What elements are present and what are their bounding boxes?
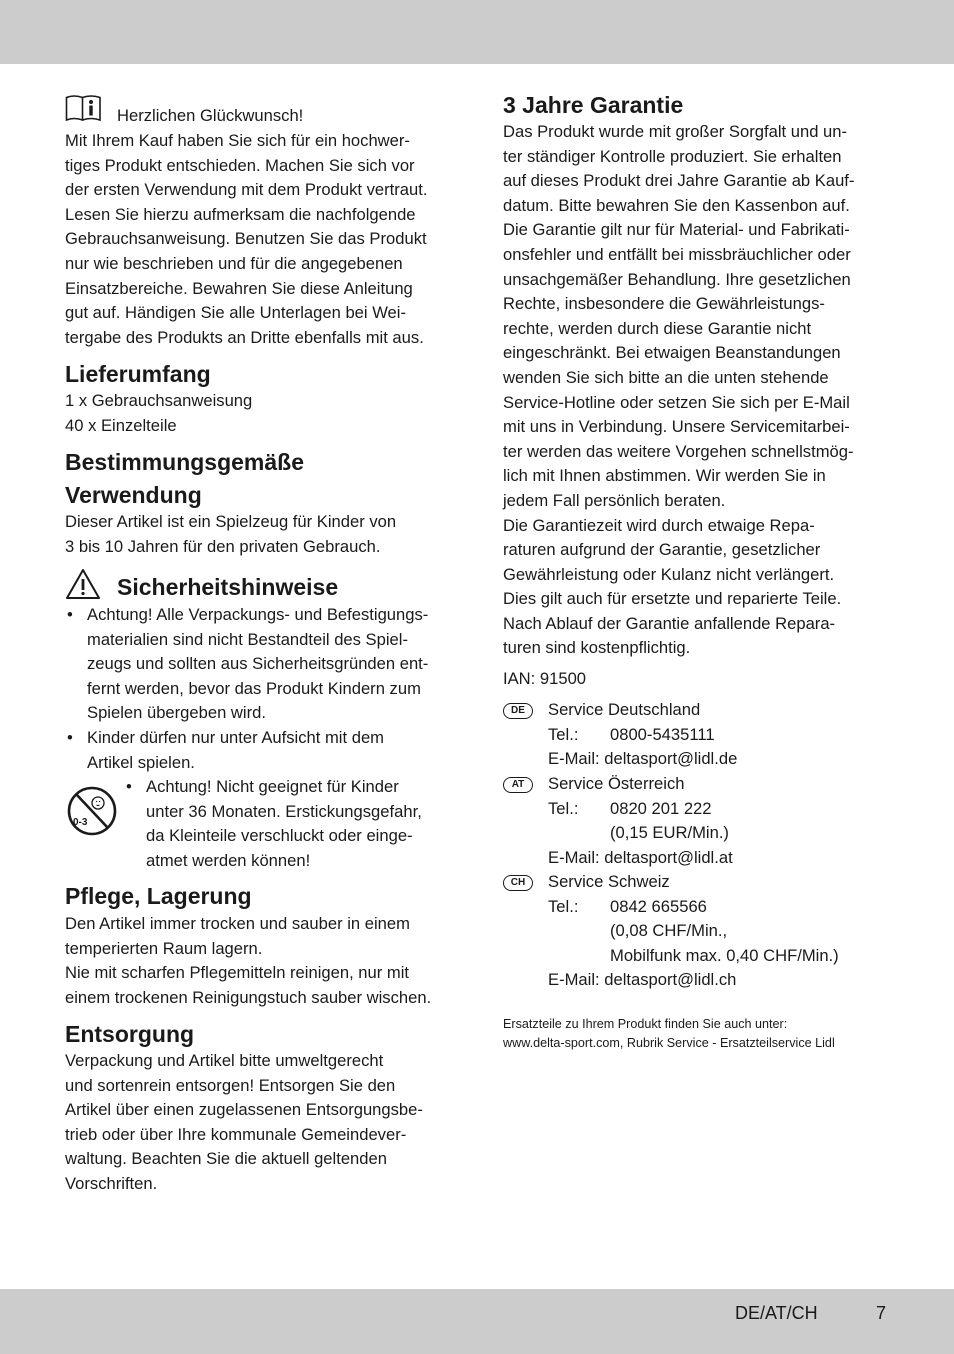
safety-list-age (124, 775, 464, 873)
service-ch-email: E-Mail: deltasport@lidl.ch (548, 970, 737, 990)
service-ch-tel-label: Tel.: (548, 896, 579, 916)
warning-icon (65, 568, 101, 600)
bestimmung-text: Dieser Artikel ist ein Spielzeug für Kinder von 3 bis 10 Jahren für den privaten Gebrauch. (65, 512, 397, 556)
list-item: • Achtung! Nicht geeignet für Kinder unter 36 Monaten. Erstickungsgefahr, da Kleinteile verschluckt oder einge- atmet werden können! (124, 775, 464, 873)
footer-region: DE/AT/CH (735, 1303, 818, 1323)
service-ch-tel: 0842 665566 (610, 896, 707, 916)
service-de-tel: 0800-5435111 (610, 724, 715, 744)
sicherheit-heading: Sicherheitshinweise (117, 574, 339, 600)
de-flag-badge: DE (503, 703, 533, 719)
intro-text: Mit Ihrem Kauf haben Sie sich für ein hochwer- tiges Produkt entschieden. Machen Sie sich vor der ersten Verwendung mit dem Produkt vertraut. Lesen Sie hierzu aufmerksam die nachfolgende Gebrauchsanweisung. Benutzen Sie das Produkt nur wie beschrieben und für die angegebenen Einsatzbereiche. Bewahren Sie diese Anleitung gut auf. Händigen Sie alle Unterlagen bei Wei- tergabe des Produkts an Dritte ebenfalls mit aus. (65, 131, 428, 347)
service-at-tel-label: Tel.: (548, 798, 579, 818)
intro-title: Herzlichen Glückwunsch! (117, 106, 304, 125)
safety-list (65, 603, 457, 775)
service-contacts (503, 698, 898, 998)
service-at-email: E-Mail: deltasport@lidl.at (548, 847, 733, 867)
service-de-email: E-Mail: deltasport@lidl.de (548, 749, 738, 769)
service-ch-tel-note-1: (0,08 CHF/Min., (610, 921, 728, 941)
service-de-tel-label: Tel.: (548, 724, 579, 744)
age-restriction-icon (67, 784, 117, 838)
service-ch-tel-note-2: Mobilfunk max. 0,40 CHF/Min.) (610, 945, 839, 965)
info-manual-icon (65, 94, 102, 122)
svg-text:0-3: 0-3 (73, 817, 88, 828)
list-item: • Kinder dürfen nur unter Aufsicht mit dem Artikel spielen. (65, 726, 457, 775)
service-at (503, 772, 898, 871)
spare-parts-note: Ersatzteile zu Ihrem Produkt finden Sie auch unter: www.delta-sport.com, Rubrik Service - Ersatzteilservice Lidl (503, 1017, 835, 1050)
service-at-name: Service Österreich (548, 774, 685, 793)
entsorgung-heading: Entsorgung (65, 1021, 195, 1047)
lieferumfang-heading: Lieferumfang (65, 361, 211, 387)
service-at-tel-note: (0,15 EUR/Min.) (610, 823, 729, 843)
ch-flag-badge: CH (503, 875, 533, 891)
service-ch-name: Service Schweiz (548, 872, 670, 891)
bestimmung-heading: Bestimmungsgemäße Verwendung (65, 449, 305, 508)
service-ch (503, 870, 898, 994)
header-bar (0, 0, 954, 64)
lieferumfang-list: 1 x Gebrauchsanweisung 40 x Einzelteile (65, 391, 253, 435)
garantie-heading: 3 Jahre Garantie (503, 92, 684, 118)
garantie-text: Das Produkt wurde mit großer Sorgfalt und un- ter ständiger Kontrolle produziert. Sie erhalten auf dieses Produkt drei Jahre Garantie ab Kauf- datum. Bitte bewahren Sie den Kassenbon auf. Die Garantie gilt nur für Material- und Fabrikati- onsfehler und entfällt bei missbräuchlicher oder unsachgemäßer Behandlung. Ihre gesetzlichen Rechte, insbesondere die Gewährleistungs- rechte, werden durch diese Garantie nicht eingeschränkt. Bei etwaigen Beanstandungen wenden Sie sich bitte an die unten stehende Service-Hotline oder setzen Sie sich per E-Mail mit uns in Verbindung. Unsere Servicemitarbei- ter werden das weitere Vorgehen schnellstmög- lich mit Ihnen abstimmen. Wir werden Sie in jedem Fall persönlich beraten. Die Garantiezeit wird durch etwaige Repa- raturen aufgrund der Garantie, gesetzlicher Gewährleistung oder Kulanz nicht verlängert. Dies gilt auch für ersetzte und reparierte Teile. Nach Ablauf der Garantie anfallende Repara- turen sind kostenpflichtig. (503, 122, 855, 658)
service-de-name: Service Deutschland (548, 700, 701, 719)
service-de (503, 698, 898, 772)
ian-number: IAN: 91500 (503, 669, 587, 688)
at-flag-badge: AT (503, 777, 533, 793)
entsorgung-text: Verpackung und Artikel bitte umweltgerecht und sortenrein entsorgen! Entsorgen Sie den Artikel über einen zugelassenen Entsorgungsbe- trieb oder über Ihre kommunale Gemeindever- waltung. Beachten Sie die aktuell geltenden Vorschriften. (65, 1051, 423, 1193)
service-at-tel: 0820 201 222 (610, 798, 712, 818)
pflege-heading: Pflege, Lagerung (65, 883, 252, 909)
page-number: 7 (876, 1303, 887, 1323)
list-item: • Achtung! Alle Verpackungs- und Befestigungs- materialien sind nicht Bestandteil des Spiel- zeugs und sollten aus Sicherheitsgründen ent- fernt werden, bevor das Produkt Kindern zum Spielen übergeben wird. (65, 603, 457, 726)
pflege-text: Den Artikel immer trocken und sauber in einem temperierten Raum lagern. Nie mit scharfen Pflegemitteln reinigen, nur mit einem trockenen Reinigungstuch sauber wischen. (65, 914, 432, 1007)
